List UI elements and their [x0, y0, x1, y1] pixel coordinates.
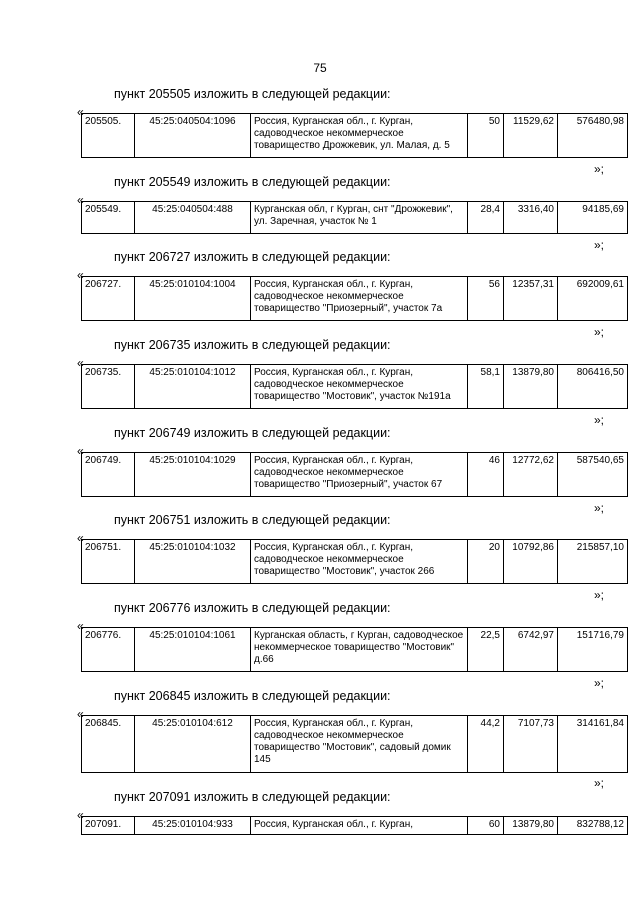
unit-price: 12357,31 — [504, 277, 558, 321]
open-quote: « — [77, 268, 84, 282]
cadastral-number: 45:25:010104:1032 — [135, 540, 251, 584]
cadastral-number: 45:25:040504:1096 — [135, 114, 251, 158]
cadastral-value: 94185,69 — [558, 202, 628, 234]
table-row — [82, 202, 628, 234]
row-number: 206735. — [82, 365, 135, 409]
entry-heading: пункт 206845 изложить в следующей редакции: — [114, 689, 391, 703]
table-row — [82, 628, 628, 672]
close-quote: »; — [594, 413, 605, 427]
cadastral-value: 215857,10 — [558, 540, 628, 584]
table-row — [82, 453, 628, 497]
data-table — [81, 715, 628, 773]
area: 20 — [468, 540, 504, 584]
table-row — [82, 716, 628, 773]
address: Курганская обл, г Курган, снт "Дрожжевик", ул. Заречная, участок № 1 — [251, 202, 468, 234]
address: Россия, Курганская обл., г. Курган, садоводческое некоммерческое товарищество "Приозерный", участок 67 — [251, 453, 468, 497]
open-quote: « — [77, 707, 84, 721]
data-table — [81, 113, 628, 158]
page-number: 75 — [313, 61, 327, 75]
close-quote: »; — [594, 588, 605, 602]
cadastral-number: 45:25:010104:1012 — [135, 365, 251, 409]
data-table — [81, 452, 628, 497]
cadastral-value: 151716,79 — [558, 628, 628, 672]
unit-price: 3316,40 — [504, 202, 558, 234]
close-quote: »; — [594, 162, 605, 176]
unit-price: 13879,80 — [504, 365, 558, 409]
address: Россия, Курганская обл., г. Курган, садоводческое некоммерческое товарищество "Приозерный", участок 7а — [251, 277, 468, 321]
close-quote: »; — [594, 325, 605, 339]
area: 46 — [468, 453, 504, 497]
unit-price: 12772,62 — [504, 453, 558, 497]
address: Россия, Курганская обл., г. Курган, садоводческое некоммерческое товарищество "Мостовик", участок №191а — [251, 365, 468, 409]
cadastral-value: 576480,98 — [558, 114, 628, 158]
address: Россия, Курганская обл., г. Курган, садоводческое некоммерческое товарищество "Мостовик", садовый домик 145 — [251, 716, 468, 773]
area: 22,5 — [468, 628, 504, 672]
cadastral-number: 45:25:010104:1061 — [135, 628, 251, 672]
entry-heading: пункт 205505 изложить в следующей редакции: — [114, 87, 391, 101]
row-number: 206727. — [82, 277, 135, 321]
open-quote: « — [77, 619, 84, 633]
data-table — [81, 276, 628, 321]
entry-heading: пункт 206735 изложить в следующей редакции: — [114, 338, 391, 352]
address: Россия, Курганская обл., г. Курган, — [251, 817, 468, 835]
area: 28,4 — [468, 202, 504, 234]
close-quote: »; — [594, 238, 605, 252]
table-row — [82, 277, 628, 321]
open-quote: « — [77, 531, 84, 545]
cadastral-value: 314161,84 — [558, 716, 628, 773]
cadastral-number: 45:25:010104:1004 — [135, 277, 251, 321]
area: 50 — [468, 114, 504, 158]
cadastral-number: 45:25:040504:488 — [135, 202, 251, 234]
cadastral-number: 45:25:010104:612 — [135, 716, 251, 773]
table-row — [82, 540, 628, 584]
area: 60 — [468, 817, 504, 835]
cadastral-number: 45:25:010104:933 — [135, 817, 251, 835]
unit-price: 11529,62 — [504, 114, 558, 158]
entry-heading: пункт 206749 изложить в следующей редакции: — [114, 426, 391, 440]
data-table — [81, 539, 628, 584]
area: 58,1 — [468, 365, 504, 409]
data-table — [81, 364, 628, 409]
close-quote: »; — [594, 776, 605, 790]
entry-heading: пункт 207091 изложить в следующей редакции: — [114, 790, 391, 804]
area: 56 — [468, 277, 504, 321]
address: Россия, Курганская обл., г. Курган, садоводческое некоммерческое товарищество "Мостовик", участок 266 — [251, 540, 468, 584]
unit-price: 10792,86 — [504, 540, 558, 584]
open-quote: « — [77, 193, 84, 207]
entry-heading: пункт 206751 изложить в следующей редакции: — [114, 513, 391, 527]
row-number: 206751. — [82, 540, 135, 584]
entry-heading: пункт 206727 изложить в следующей редакции: — [114, 250, 391, 264]
open-quote: « — [77, 356, 84, 370]
row-number: 205505. — [82, 114, 135, 158]
cadastral-value: 806416,50 — [558, 365, 628, 409]
data-table — [81, 627, 628, 672]
row-number: 206845. — [82, 716, 135, 773]
entry-heading: пункт 205549 изложить в следующей редакции: — [114, 175, 391, 189]
cadastral-value: 692009,61 — [558, 277, 628, 321]
unit-price: 6742,97 — [504, 628, 558, 672]
entry-heading: пункт 206776 изложить в следующей редакции: — [114, 601, 391, 615]
data-table — [81, 816, 628, 835]
unit-price: 13879,80 — [504, 817, 558, 835]
close-quote: »; — [594, 676, 605, 690]
address: Россия, Курганская обл., г. Курган, садоводческое некоммерческое товарищество Дрожжевик, ул. Малая, д. 5 — [251, 114, 468, 158]
row-number: 205549. — [82, 202, 135, 234]
cadastral-value: 587540,65 — [558, 453, 628, 497]
open-quote: « — [77, 444, 84, 458]
cadastral-number: 45:25:010104:1029 — [135, 453, 251, 497]
open-quote: « — [77, 105, 84, 119]
area: 44,2 — [468, 716, 504, 773]
table-row — [82, 114, 628, 158]
row-number: 206749. — [82, 453, 135, 497]
row-number: 207091. — [82, 817, 135, 835]
address: Курганская область, г Курган, садоводческое некоммерческое товарищество "Мостовик" д.66 — [251, 628, 468, 672]
unit-price: 7107,73 — [504, 716, 558, 773]
open-quote: « — [77, 808, 84, 822]
data-table — [81, 201, 628, 234]
cadastral-value: 832788,12 — [558, 817, 628, 835]
close-quote: »; — [594, 501, 605, 515]
table-row — [82, 365, 628, 409]
row-number: 206776. — [82, 628, 135, 672]
table-row — [82, 817, 628, 835]
